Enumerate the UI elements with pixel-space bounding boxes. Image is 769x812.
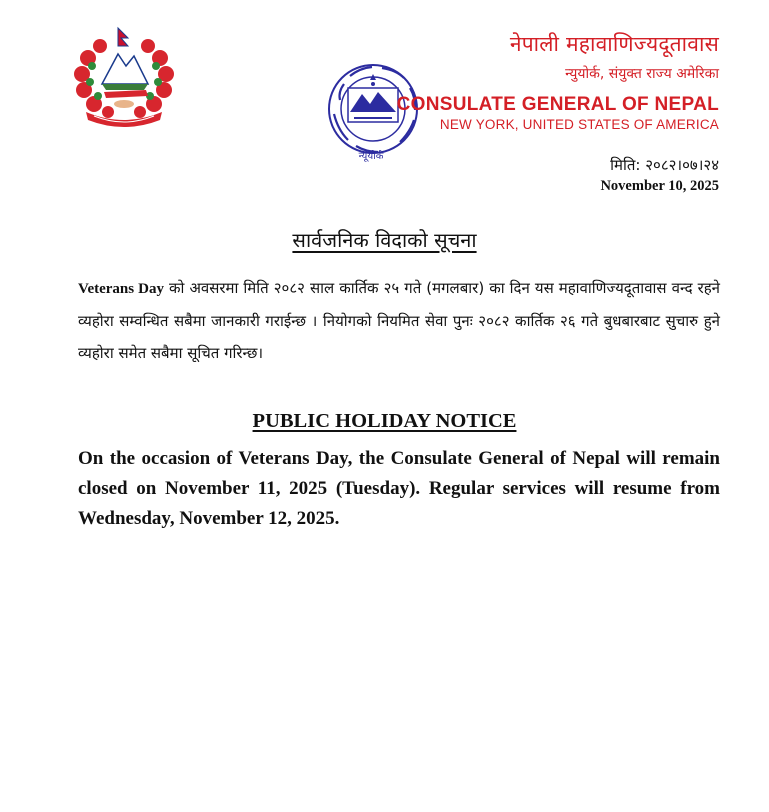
nepali-notice-text: को अवसरमा मिति २०८२ साल कार्तिक २५ गते (मगलबार) का दिन यस महावाणिज्यदूतावास वन्द रहने व्यहोरा सम्वन्धित सबैमा जानकारी गराईन्छ । नियोगको नियमित सेवा पुनः २०८२ कार्तिक २६ गते बुधबारबाट सुचारु हुने व्यहोरा समेत सबैमा सूचित गरिन्छ।	[78, 279, 721, 362]
nepal-emblem-icon	[68, 24, 180, 128]
english-notice-heading-text: PUBLIC HOLIDAY NOTICE	[252, 410, 517, 432]
english-notice-heading	[0, 410, 769, 433]
header-english-subtitle: NEW YORK, UNITED STATES OF AMERICA	[439, 117, 719, 132]
header-nepali-subtitle: न्युयोर्क, संयुक्त राज्य अमेरिका	[565, 66, 719, 82]
header-english-title: CONSULATE GENERAL OF NEPAL	[396, 94, 719, 115]
date-english: November 10, 2025	[600, 178, 719, 194]
nepali-notice-body	[78, 272, 720, 369]
date-nepali: मिति: २०८२।०७।२४	[610, 156, 719, 174]
seal-caption: न्यूयोर्क	[358, 151, 384, 162]
english-notice-body: On the occasion of Veterans Day, the Consulate General of Nepal will remain closed on November 11, 2025 (Tuesday). Regular services will resume from Wednesday, November 12, 2025.	[78, 448, 720, 529]
header-nepali-title: नेपाली महावाणिज्यदूतावास	[509, 32, 719, 56]
nepali-notice-heading-text: सार्वजनिक विदाको सूचना	[292, 228, 477, 252]
nepali-notice-heading	[0, 226, 769, 253]
nepali-notice-lead: Veterans Day	[78, 281, 164, 297]
